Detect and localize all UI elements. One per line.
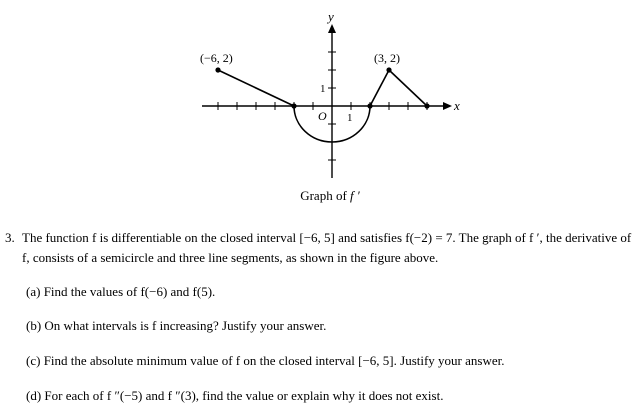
part-text: Find the values of f(−6) and f(5).: [43, 284, 216, 299]
part-text: Find the absolute minimum value of f on the closed interval [−6, 5]. Justify your answer.: [43, 353, 505, 368]
closed-point: [367, 103, 372, 108]
problem-3: [0, 228, 640, 268]
part-text: On what intervals is f increasing? Justify your answer.: [44, 318, 327, 333]
line-segment: [218, 70, 294, 106]
tick-label-x-1: 1: [347, 112, 353, 124]
line-segment: [370, 70, 389, 106]
closed-point: [386, 67, 391, 72]
problem-number: 3.: [5, 230, 15, 245]
part-label: (d): [26, 388, 42, 403]
y-axis-label: y: [328, 9, 334, 24]
figure-caption: [260, 188, 400, 204]
x-axis-arrow-icon: [443, 102, 452, 110]
closed-point: [291, 103, 296, 108]
caption-prefix: Graph of: [300, 188, 347, 203]
part-a: [26, 284, 215, 300]
point-label-left: (−6, 2): [200, 51, 233, 65]
tick-label-y-1: 1: [320, 83, 326, 95]
closed-point: [215, 67, 220, 72]
part-text: For each of f ″(−5) and f ″(3), find the value or explain why it does not exist.: [44, 388, 444, 403]
caption-function: f ′: [350, 188, 360, 203]
part-label: (a): [26, 284, 41, 299]
part-label: (c): [26, 353, 41, 368]
part-b: [26, 318, 326, 334]
closed-point: [424, 103, 429, 108]
point-label-right: (3, 2): [374, 51, 400, 65]
y-axis-arrow-icon: [328, 24, 336, 33]
line-segment: [389, 70, 427, 106]
origin-label: O: [318, 109, 327, 123]
part-d: [26, 388, 443, 404]
part-c: [26, 353, 505, 369]
part-label: (b): [26, 318, 42, 333]
x-axis-label: x: [454, 98, 460, 113]
problem-stem: The function f is differentiable on the closed interval [−6, 5] and satisfies f(−2) = 7. The graph of f ′, the derivative of f, consists of a semicircle and three line segments, as shown in the figure above.: [22, 230, 632, 265]
